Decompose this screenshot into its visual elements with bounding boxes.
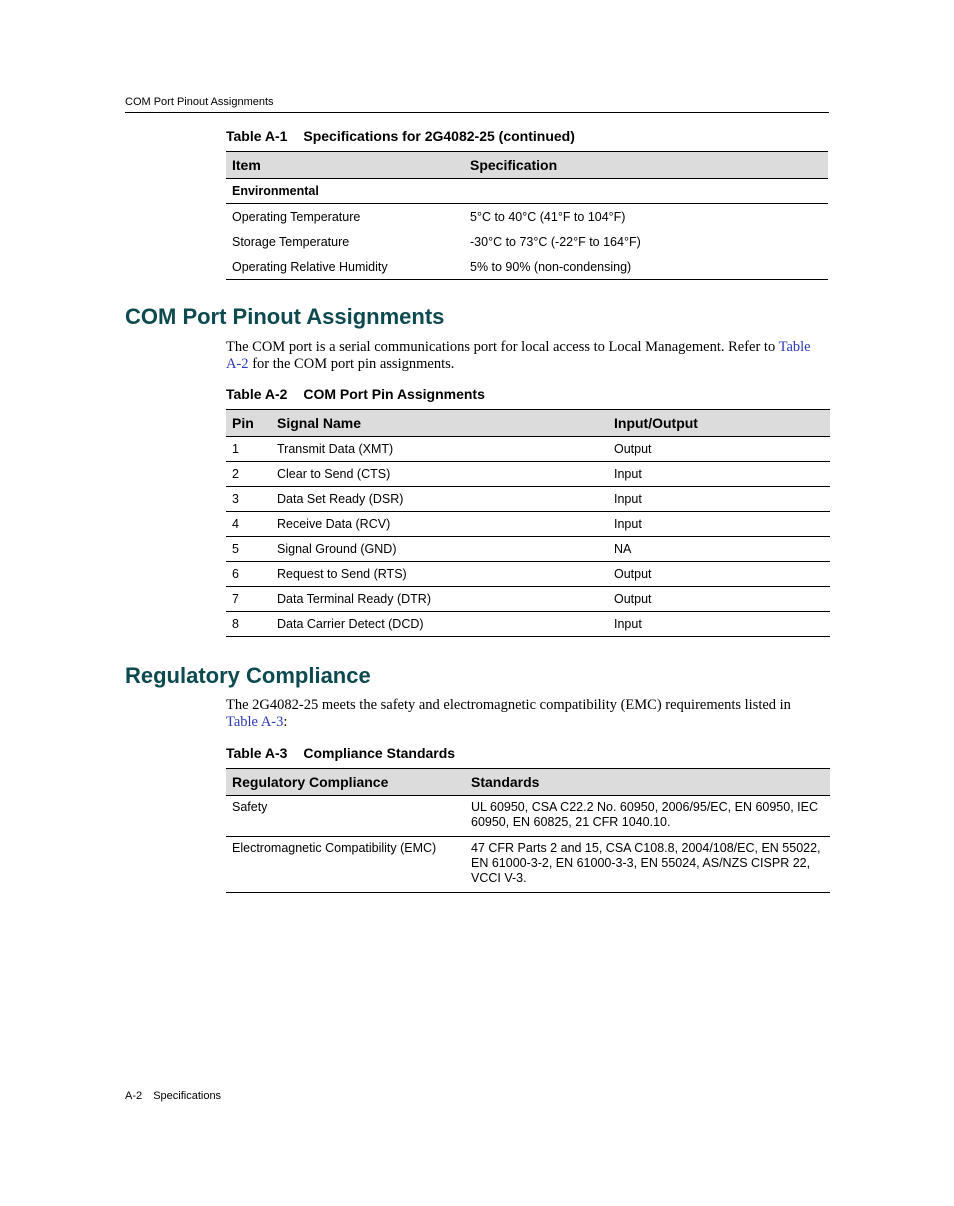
section-heading-com-port: COM Port Pinout Assignments [125, 304, 445, 329]
table-row [226, 204, 828, 230]
table-a2-link[interactable]: Table A-2 [226, 339, 811, 372]
table-cell: 8 [226, 612, 271, 637]
table-row [226, 837, 830, 893]
table-cell: 6 [226, 562, 271, 587]
running-head: COM Port Pinout Assignments [125, 96, 829, 113]
table-cell: 2 [226, 462, 271, 487]
table-row [226, 537, 830, 562]
table-a1-caption [226, 128, 575, 144]
table-a2-header-input-output: Input/Output [608, 410, 830, 437]
footer-label: Specifications [153, 1090, 222, 1102]
table-a2-header-signal-name: Signal Name [271, 410, 608, 437]
table-cell: Signal Ground (GND) [271, 537, 608, 562]
table-cell: Data Set Ready (DSR) [271, 487, 608, 512]
paragraph-text: The 2G4082-25 meets the safety and electromagnetic compatibility (EMC) requirements listed in [226, 697, 791, 713]
table-cell: Data Terminal Ready (DTR) [271, 587, 608, 612]
table-a1-group-environmental: Environmental [226, 179, 828, 204]
table-row [226, 437, 830, 462]
table-a2-title: COM Port Pin Assignments [303, 386, 485, 402]
table-a3-header-row [226, 769, 830, 796]
table-cell: NA [608, 537, 830, 562]
table-a1-header-specification: Specification [464, 152, 828, 179]
table-cell: Input [608, 487, 830, 512]
page-number: A-2 [125, 1090, 143, 1102]
table-cell: 1 [226, 437, 271, 462]
table-cell: Request to Send (RTS) [271, 562, 608, 587]
table-row [226, 512, 830, 537]
table-a3-link[interactable]: Table A-3 [226, 714, 284, 730]
table-a1-header-row [226, 152, 828, 179]
table-row [226, 254, 828, 280]
table-a2-number: Table A-2 [226, 386, 288, 402]
table-a3-title: Compliance Standards [303, 745, 456, 761]
table-cell: UL 60950, CSA C22.2 No. 60950, 2006/95/EC, EN 60950, IEC 60950, EN 60825, 21 CFR 1040.10. [465, 796, 830, 837]
table-a3-caption [226, 745, 455, 761]
table-cell: Storage Temperature [232, 234, 350, 249]
table-a3-number: Table A-3 [226, 745, 288, 761]
table-a3 [226, 768, 830, 893]
table-cell: 7 [226, 587, 271, 612]
paragraph-text: : [283, 714, 288, 730]
table-a2 [226, 409, 830, 637]
section-regulatory-paragraph [226, 697, 826, 731]
table-cell: Operating Temperature [232, 209, 361, 224]
table-a1 [226, 151, 828, 280]
section-com-port-paragraph [226, 339, 826, 373]
table-cell: Electromagnetic Compatibility (EMC) [226, 837, 465, 893]
table-row [226, 612, 830, 637]
table-a1-number: Table A-1 [226, 128, 288, 144]
table-row [226, 229, 828, 254]
table-cell: Output [608, 437, 830, 462]
table-cell: -30°C to 73°C (-22°F to 164°F) [470, 234, 641, 249]
table-a2-header-pin: Pin [226, 410, 271, 437]
table-row [226, 462, 830, 487]
table-cell: Safety [226, 796, 465, 837]
table-cell: 47 CFR Parts 2 and 15, CSA C108.8, 2004/108/EC, EN 55022, EN 61000-3-2, EN 61000-3-3, EN 55024, AS/NZS CISPR 22, VCCI V-3. [465, 837, 830, 893]
table-cell: Receive Data (RCV) [271, 512, 608, 537]
page-footer [125, 1090, 221, 1102]
table-cell: Clear to Send (CTS) [271, 462, 608, 487]
table-cell: Input [608, 462, 830, 487]
section-heading-regulatory: Regulatory Compliance [125, 663, 371, 688]
table-cell: 3 [226, 487, 271, 512]
table-cell: Data Carrier Detect (DCD) [271, 612, 608, 637]
table-cell: Input [608, 512, 830, 537]
table-cell: 4 [226, 512, 271, 537]
table-cell: Output [608, 587, 830, 612]
table-row [226, 587, 830, 612]
table-row [226, 487, 830, 512]
table-cell: Transmit Data (XMT) [271, 437, 608, 462]
table-row [226, 796, 830, 837]
table-a2-header-row [226, 410, 830, 437]
table-a2-caption [226, 386, 485, 402]
table-cell: Output [608, 562, 830, 587]
table-a3-header-regulatory-compliance: Regulatory Compliance [226, 769, 465, 796]
table-cell: Input [608, 612, 830, 637]
paragraph-text: for the COM port pin assignments. [248, 356, 455, 372]
table-a1-header-item: Item [226, 152, 464, 179]
table-cell: 5°C to 40°C (41°F to 104°F) [470, 209, 626, 224]
table-cell: 5% to 90% (non-condensing) [464, 254, 828, 280]
table-a3-header-standards: Standards [465, 769, 830, 796]
table-cell: Operating Relative Humidity [226, 254, 464, 280]
table-row [226, 562, 830, 587]
table-a1-title: Specifications for 2G4082-25 (continued) [303, 128, 575, 144]
table-cell: 5 [226, 537, 271, 562]
table-a1-group-row [226, 179, 828, 204]
paragraph-text: The COM port is a serial communications port for local access to Local Management. Refer to [226, 339, 779, 355]
